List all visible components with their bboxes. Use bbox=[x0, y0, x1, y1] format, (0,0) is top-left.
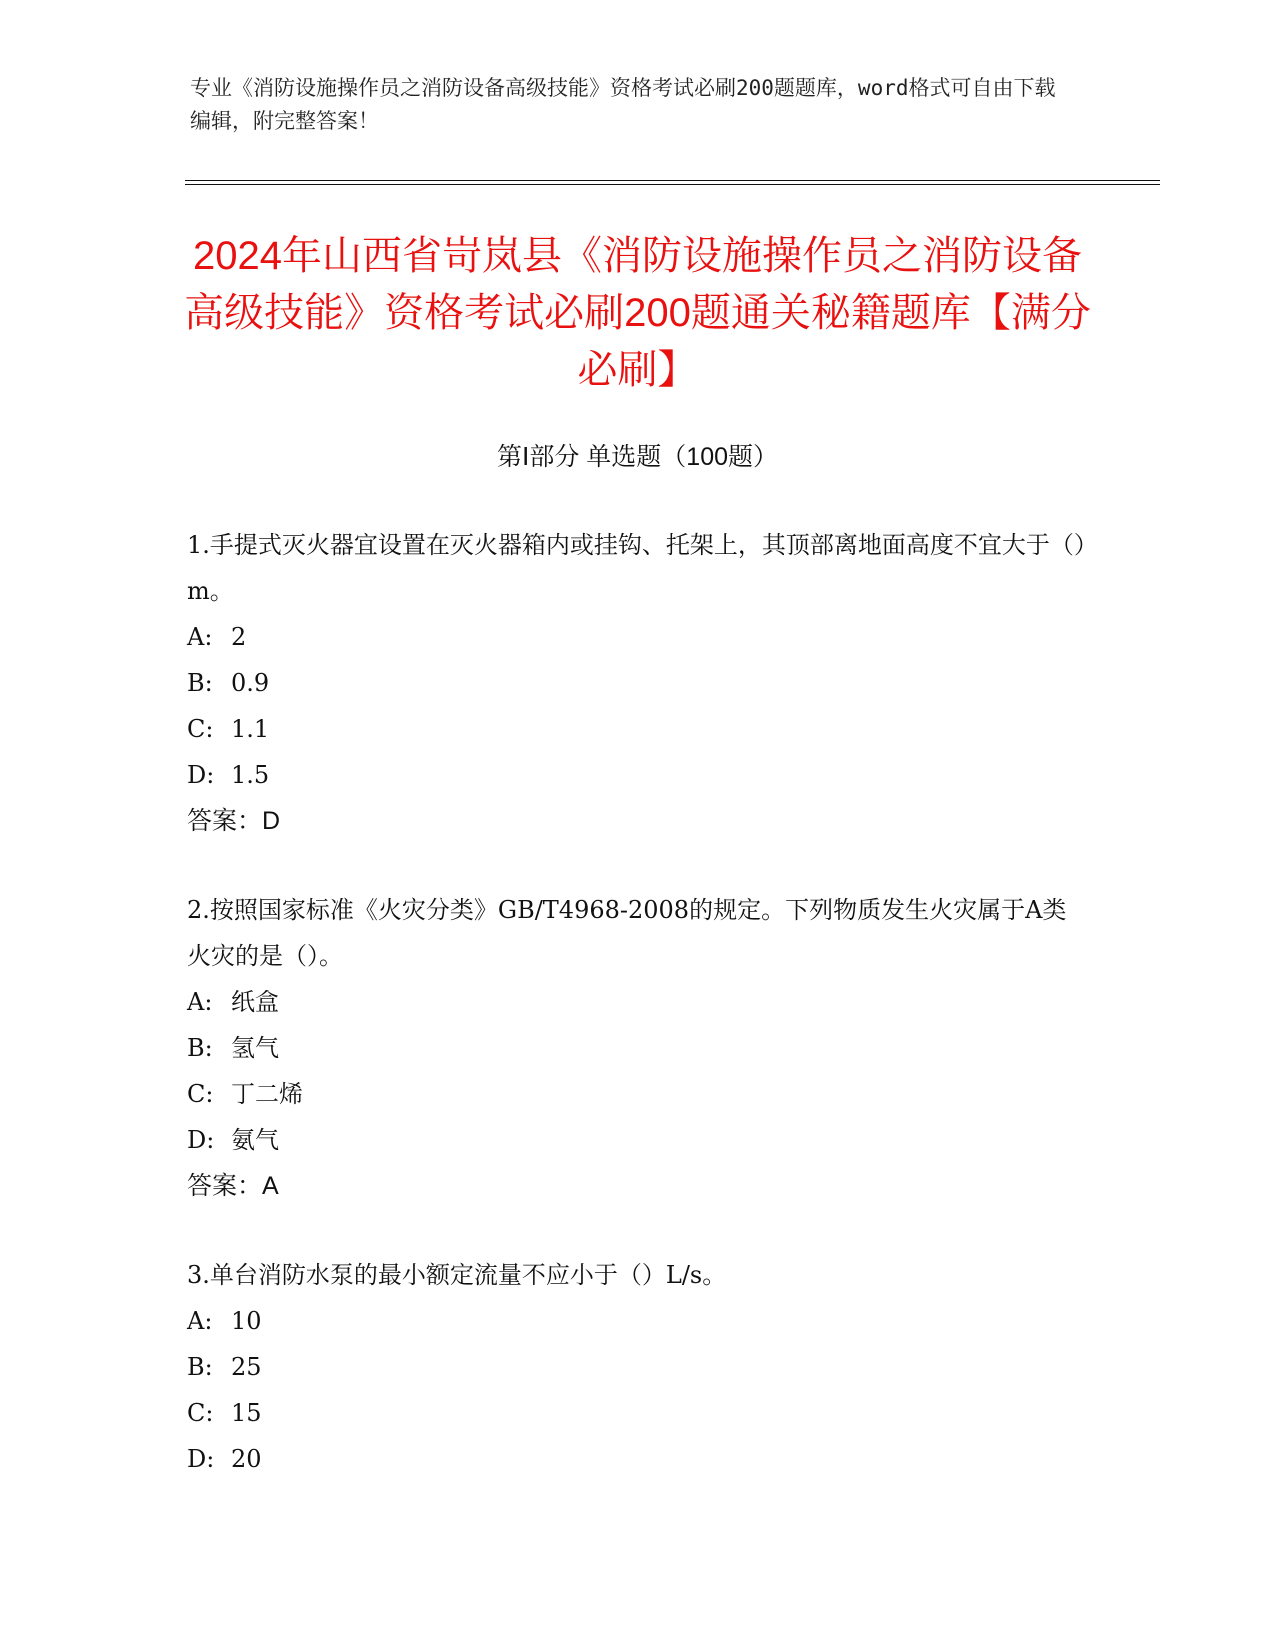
question-text: 3.单台消防水泵的最小额定流量不应小于（）L/s。 bbox=[187, 1261, 727, 1289]
header-divider-top bbox=[185, 180, 1160, 181]
header-note: 专业《消防设施操作员之消防设备高级技能》资格考试必刷200题题库，word格式可自由下载编辑，附完整答案！ bbox=[190, 76, 1056, 133]
option-c bbox=[187, 1390, 1087, 1436]
option-value: 20 bbox=[231, 1445, 262, 1473]
option-value: 0.9 bbox=[231, 669, 270, 697]
option-value: 氨气 bbox=[231, 1126, 279, 1154]
option-value: 丁二烯 bbox=[231, 1080, 303, 1108]
option-b bbox=[187, 1344, 1087, 1390]
option-letter: D: bbox=[187, 1126, 215, 1154]
option-d bbox=[187, 1436, 1087, 1482]
option-letter: A: bbox=[187, 988, 213, 1016]
option-value: 10 bbox=[231, 1307, 262, 1335]
question-1 bbox=[187, 522, 1087, 844]
document-title: 2024年山西省岢岚县《消防设施操作员之消防设备高级技能》资格考试必刷200题通关秘籍题库【满分必刷】 bbox=[184, 234, 1091, 392]
question-text: 1.手提式灭火器宜设置在灭火器箱内或挂钩、托架上，其顶部离地面高度不宜大于（）m。 bbox=[187, 531, 1086, 605]
option-letter: D: bbox=[187, 1445, 215, 1473]
option-value: 氢气 bbox=[231, 1034, 279, 1062]
option-value: 25 bbox=[231, 1353, 262, 1381]
question-text: 2.按照国家标准《火灾分类》GB/T4968-2008的规定。下列物质发生火灾属于A类火灾的是（）。 bbox=[187, 896, 1067, 970]
option-a bbox=[187, 979, 1087, 1025]
option-a bbox=[187, 1298, 1087, 1344]
question-2 bbox=[187, 887, 1087, 1209]
section-title: 第Ⅰ部分 单选题（100题） bbox=[496, 443, 779, 471]
option-letter: A: bbox=[187, 623, 213, 651]
answer: 答案：A bbox=[187, 1172, 279, 1200]
option-a bbox=[187, 614, 1087, 660]
option-value: 1.5 bbox=[231, 761, 270, 789]
option-letter: A: bbox=[187, 1307, 213, 1335]
option-value: 纸盒 bbox=[231, 988, 279, 1016]
option-letter: C: bbox=[187, 1399, 214, 1427]
option-b bbox=[187, 1025, 1087, 1071]
option-b bbox=[187, 660, 1087, 706]
option-d bbox=[187, 752, 1087, 798]
question-3 bbox=[187, 1252, 1087, 1482]
option-d bbox=[187, 1117, 1087, 1163]
option-letter: C: bbox=[187, 715, 214, 743]
answer: 答案：D bbox=[187, 807, 281, 835]
option-letter: C: bbox=[187, 1080, 214, 1108]
option-value: 1.1 bbox=[231, 715, 270, 743]
option-letter: B: bbox=[187, 669, 213, 697]
header-divider-bottom bbox=[185, 184, 1160, 185]
option-value: 15 bbox=[231, 1399, 262, 1427]
option-letter: B: bbox=[187, 1034, 213, 1062]
option-c bbox=[187, 706, 1087, 752]
option-value: 2 bbox=[231, 623, 247, 651]
option-letter: B: bbox=[187, 1353, 213, 1381]
option-letter: D: bbox=[187, 761, 215, 789]
option-c bbox=[187, 1071, 1087, 1117]
